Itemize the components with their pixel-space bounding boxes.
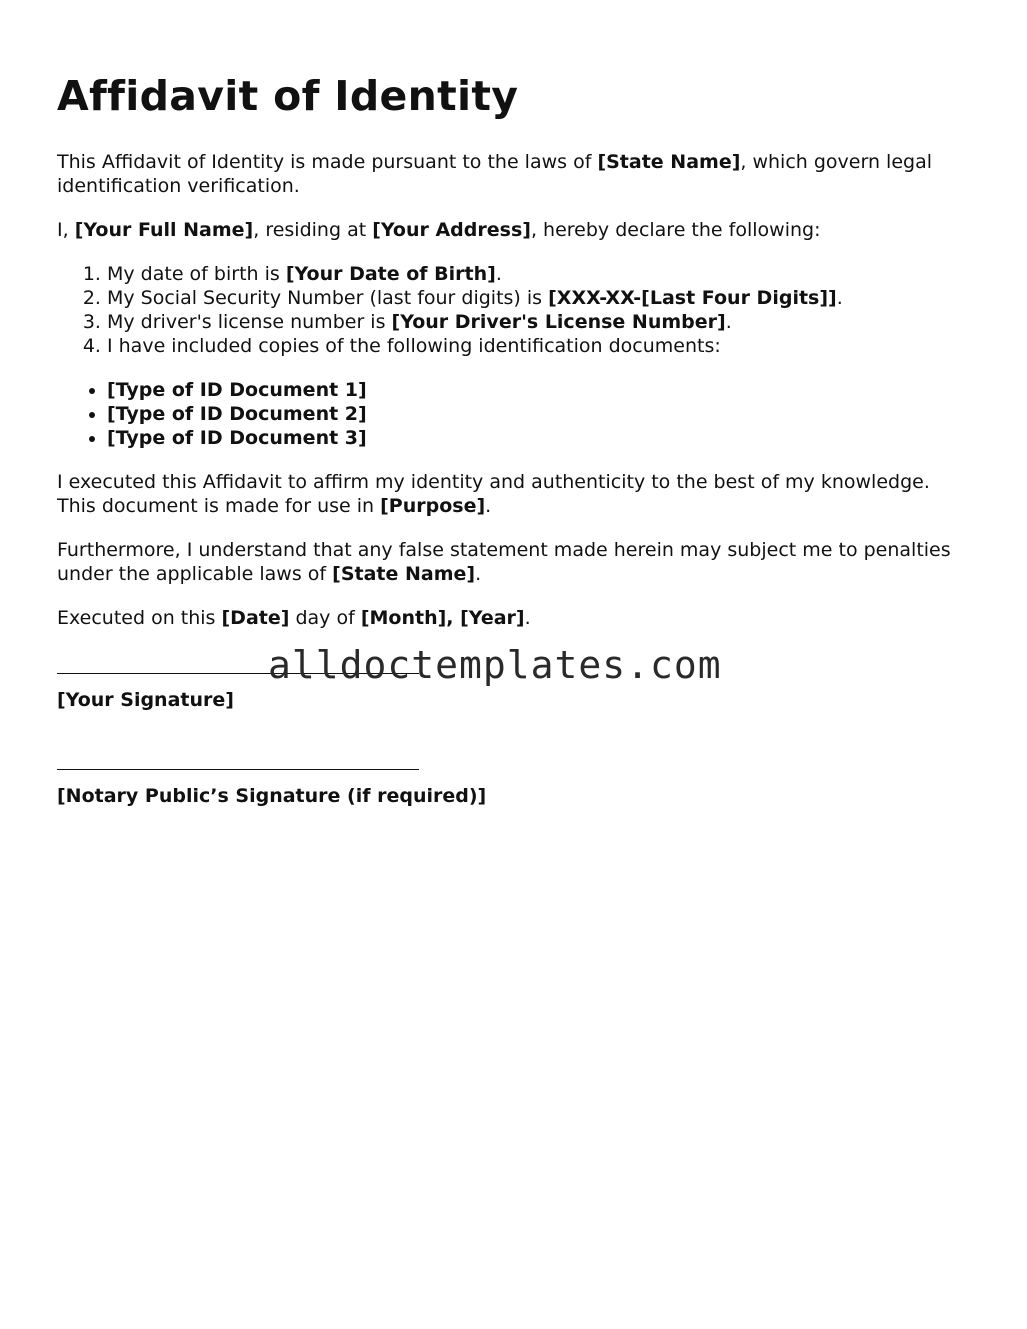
list-item: • [Type of ID Document 3] bbox=[107, 426, 957, 450]
id-documents-list bbox=[57, 378, 957, 450]
document-title: Affidavit of Identity bbox=[57, 72, 519, 120]
purpose-placeholder: [Purpose] bbox=[380, 495, 486, 517]
declaration-list bbox=[57, 262, 957, 358]
list-item: 4. I have included copies of the following identification documents: bbox=[107, 334, 957, 358]
list-item: • [Type of ID Document 1] bbox=[107, 378, 957, 402]
list-item: 1. My date of birth is [Your Date of Birth]. bbox=[107, 262, 957, 286]
notary-signature-label: [Notary Public’s Signature (if required)] bbox=[57, 785, 487, 807]
address-placeholder: [Your Address] bbox=[372, 219, 531, 241]
notary-signature-line bbox=[57, 746, 419, 770]
execution-paragraph: I executed this Affidavit to affirm my identity and authenticity to the best of my knowledge. This document is made for use in [Purpose]. bbox=[57, 471, 930, 517]
full-name-placeholder: [Your Full Name] bbox=[74, 219, 254, 241]
watermark-text: alldoctemplates.com bbox=[268, 643, 722, 687]
executed-on-paragraph: Executed on this [Date] day of [Month], [Year]. bbox=[57, 607, 531, 629]
document-page bbox=[57, 72, 957, 832]
state-name-placeholder: [State Name] bbox=[597, 151, 741, 173]
declaration-paragraph: I, [Your Full Name], residing at [Your Address], hereby declare the following: bbox=[57, 219, 821, 241]
month-year-placeholder: [Month], [Year] bbox=[360, 607, 525, 629]
signature-label: [Your Signature] bbox=[57, 689, 234, 711]
list-item: 2. My Social Security Number (last four digits) is [XXX-XX-[Last Four Digits]]. bbox=[107, 286, 957, 310]
list-item: • [Type of ID Document 2] bbox=[107, 402, 957, 426]
intro-paragraph: This Affidavit of Identity is made pursuant to the laws of [State Name], which govern legal identification verification. bbox=[57, 151, 932, 197]
state-name-placeholder: [State Name] bbox=[332, 563, 476, 585]
list-item: 3. My driver's license number is [Your Driver's License Number]. bbox=[107, 310, 957, 334]
date-placeholder: [Date] bbox=[221, 607, 290, 629]
false-statement-paragraph: Furthermore, I understand that any false statement made herein may subject me to penalties under the applicable laws of [State Name]. bbox=[57, 539, 951, 585]
